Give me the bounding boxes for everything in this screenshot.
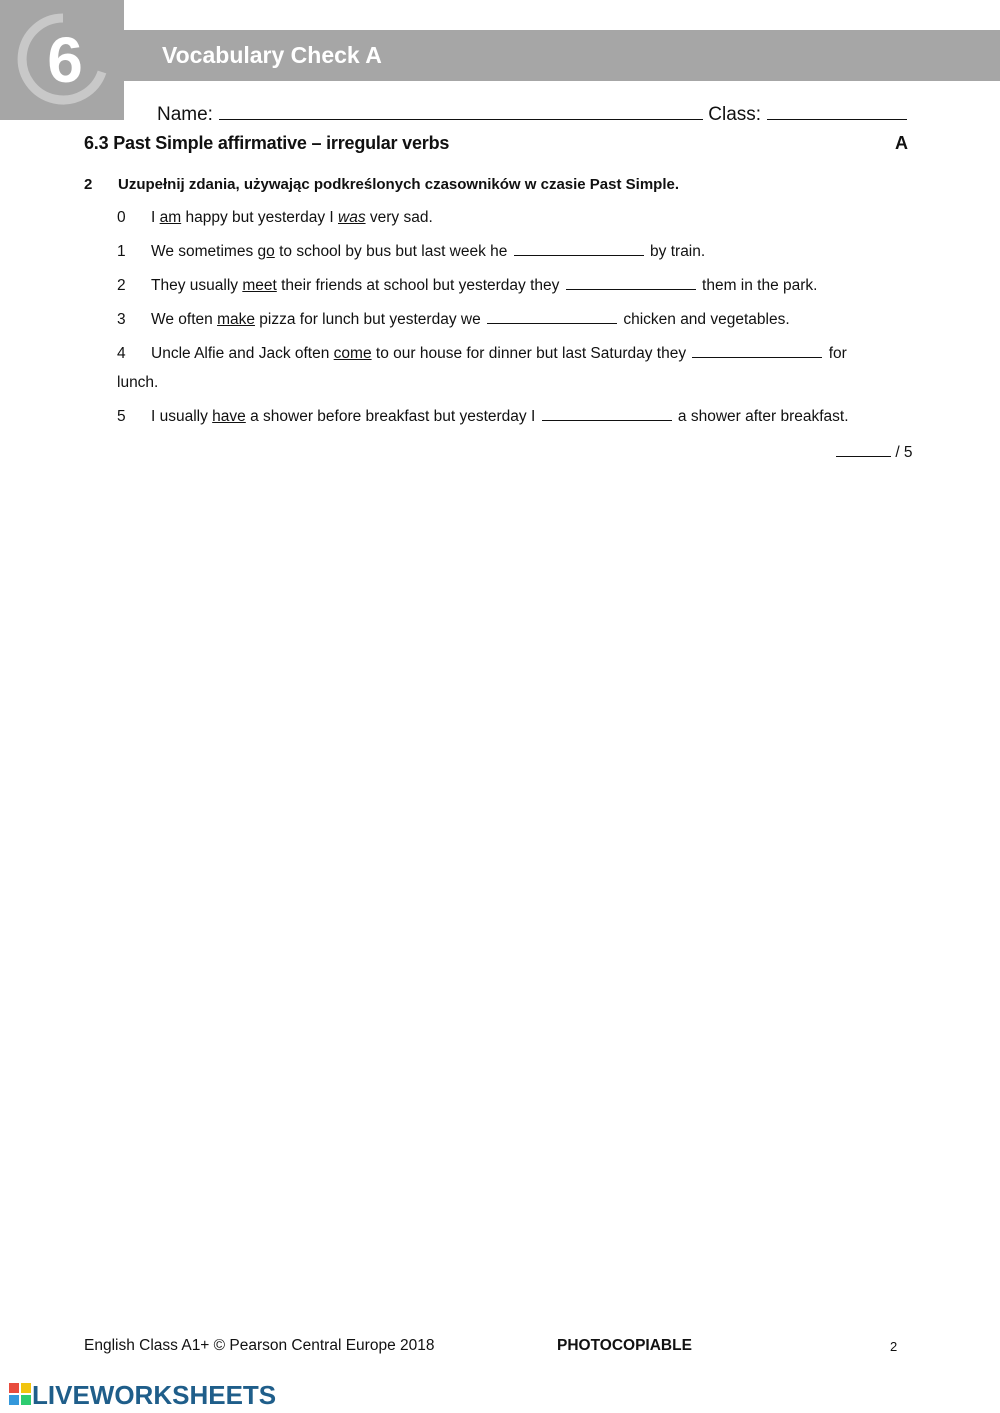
- item-text: very sad.: [365, 209, 433, 226]
- item-text: Uncle Alfie and Jack often: [151, 345, 334, 362]
- class-label: Class:: [708, 104, 762, 125]
- example-answer: was: [338, 209, 366, 226]
- name-field[interactable]: [219, 101, 703, 120]
- item-text: a shower after breakfast.: [677, 408, 849, 425]
- liveworksheets-logo-text: LIVEWORKSHEETS: [32, 1380, 277, 1410]
- version-letter: A: [895, 133, 908, 153]
- item-text: chicken and vegetables.: [623, 311, 790, 328]
- copyright-text: English Class A1+ © Pearson Central Europe 2018: [84, 1337, 435, 1354]
- exercise-instruction: Uzupełnij zdania, używając podkreślonych czasowników w czasie Past Simple.: [118, 176, 680, 193]
- answer-blank[interactable]: [514, 241, 644, 256]
- item-wrap-text: lunch.: [117, 374, 159, 391]
- answer-blank[interactable]: [566, 275, 696, 290]
- class-field[interactable]: [767, 101, 907, 120]
- answer-blank[interactable]: [487, 309, 617, 324]
- liveworksheets-logo-icon: [8, 1382, 32, 1406]
- underlined-verb: go: [257, 243, 275, 260]
- item-text: We sometimes: [151, 243, 258, 260]
- exercise-number: 2: [84, 176, 93, 193]
- item-text: pizza for lunch but yesterday we: [254, 311, 481, 328]
- item-number: 3: [117, 311, 126, 328]
- item-text: for: [828, 345, 847, 362]
- item-text: by train.: [650, 243, 706, 260]
- item-text: I: [151, 209, 160, 226]
- unit-number: 6: [47, 24, 83, 96]
- answer-blank[interactable]: [542, 406, 672, 421]
- item-text: I usually: [151, 408, 213, 425]
- item-text: a shower before breakfast but yesterday I: [245, 408, 536, 425]
- item-text: They usually: [151, 277, 243, 294]
- item-number: 4: [117, 345, 126, 362]
- answer-blank[interactable]: [692, 343, 822, 358]
- item-text: them in the park.: [702, 277, 818, 294]
- score-line: [836, 442, 913, 462]
- page-number: 2: [890, 1339, 898, 1354]
- item-text: their friends at school but yesterday they: [276, 277, 560, 294]
- section-title: 6.3 Past Simple affirmative – irregular verbs: [84, 133, 450, 153]
- item-number: 0: [117, 209, 126, 226]
- underlined-verb: meet: [242, 277, 277, 294]
- underlined-verb: am: [159, 209, 182, 226]
- item-number: 1: [117, 243, 126, 260]
- item-text: happy but yesterday I: [181, 209, 338, 226]
- underlined-verb: come: [333, 345, 372, 362]
- score-field[interactable]: [836, 442, 891, 457]
- underlined-verb: make: [217, 311, 255, 328]
- item-number: 5: [117, 408, 126, 425]
- item-number: 2: [117, 277, 126, 294]
- item-text: to school by bus but last week he: [274, 243, 508, 260]
- page-title: Vocabulary Check A: [162, 42, 382, 68]
- name-class-row: [157, 101, 907, 126]
- name-label: Name:: [157, 104, 213, 125]
- item-text: to our house for dinner but last Saturday they: [371, 345, 687, 362]
- item-text: We often: [151, 311, 218, 328]
- score-total: / 5: [895, 444, 913, 461]
- underlined-verb: have: [212, 408, 246, 425]
- photocopiable-label: PHOTOCOPIABLE: [557, 1337, 692, 1354]
